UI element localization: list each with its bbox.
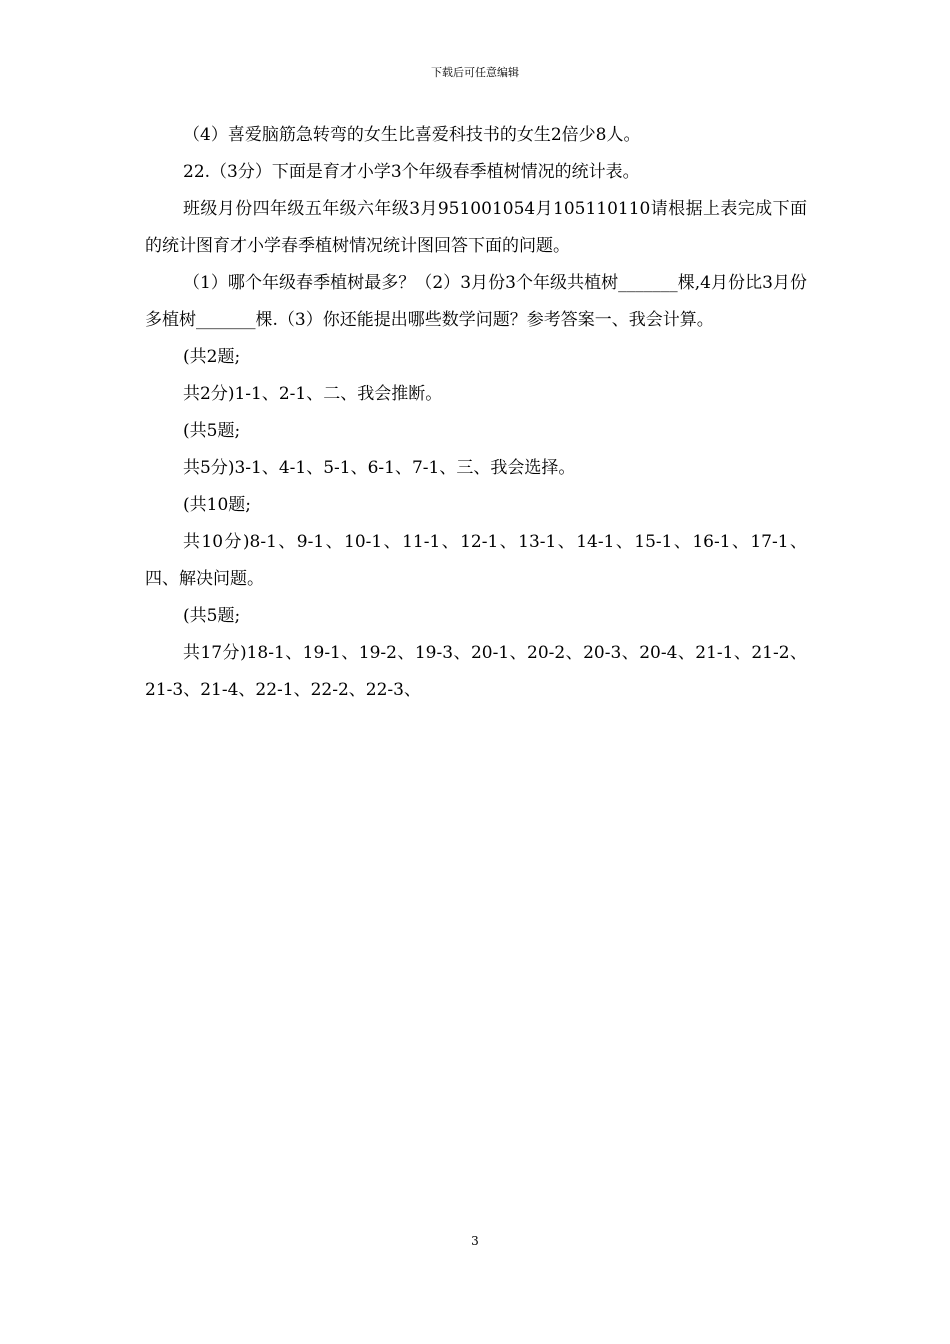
paragraph-answer-2a: (共5题; [183,421,241,441]
paragraph-q21-4: （4）喜爱脑筋急转弯的女生比喜爱科技书的女生2倍少8人。 [183,125,641,145]
paragraph-answer-3b: 共10分)8-1、9-1、10-1、11-1、12-1、13-1、14-1、15-1、16-1、17-1、四、解决问题。 [145,532,807,589]
paragraph-answer-1b: 共2分)1-1、2-1、二、我会推断。 [183,384,443,404]
paragraph-answer-4b: 共17分)18-1、19-1、19-2、19-3、20-1、20-2、20-3、20-4、21-1、21-2、21-3、21-4、22-1、22-2、22-3、 [145,643,807,700]
page-header: 下载后可任意编辑 [431,66,519,79]
paragraph-q22-questions: （1）哪个年级春季植树最多？（2）3月份3个年级共植树_______棵,4月份比3月份多植树_______棵.（3）你还能提出哪些数学问题？参考答案一、我会计算。 [145,273,807,330]
paragraph-q22-table: 班级月份四年级五年级六年级3月951001054月105110110请根据上表完成下面的统计图育才小学春季植树情况统计图回答下面的问题。 [145,199,807,256]
paragraph-answer-3a: (共10题; [183,495,251,515]
paragraph-answer-4a: (共5题; [183,606,241,626]
page-number: 3 [471,1234,479,1248]
paragraph-q22-intro: 22.（3分）下面是育才小学3个年级春季植树情况的统计表。 [183,162,640,182]
paragraph-answer-1a: (共2题; [183,347,241,367]
paragraph-answer-2b: 共5分)3-1、4-1、5-1、6-1、7-1、三、我会选择。 [183,458,576,478]
document-body [145,117,807,709]
